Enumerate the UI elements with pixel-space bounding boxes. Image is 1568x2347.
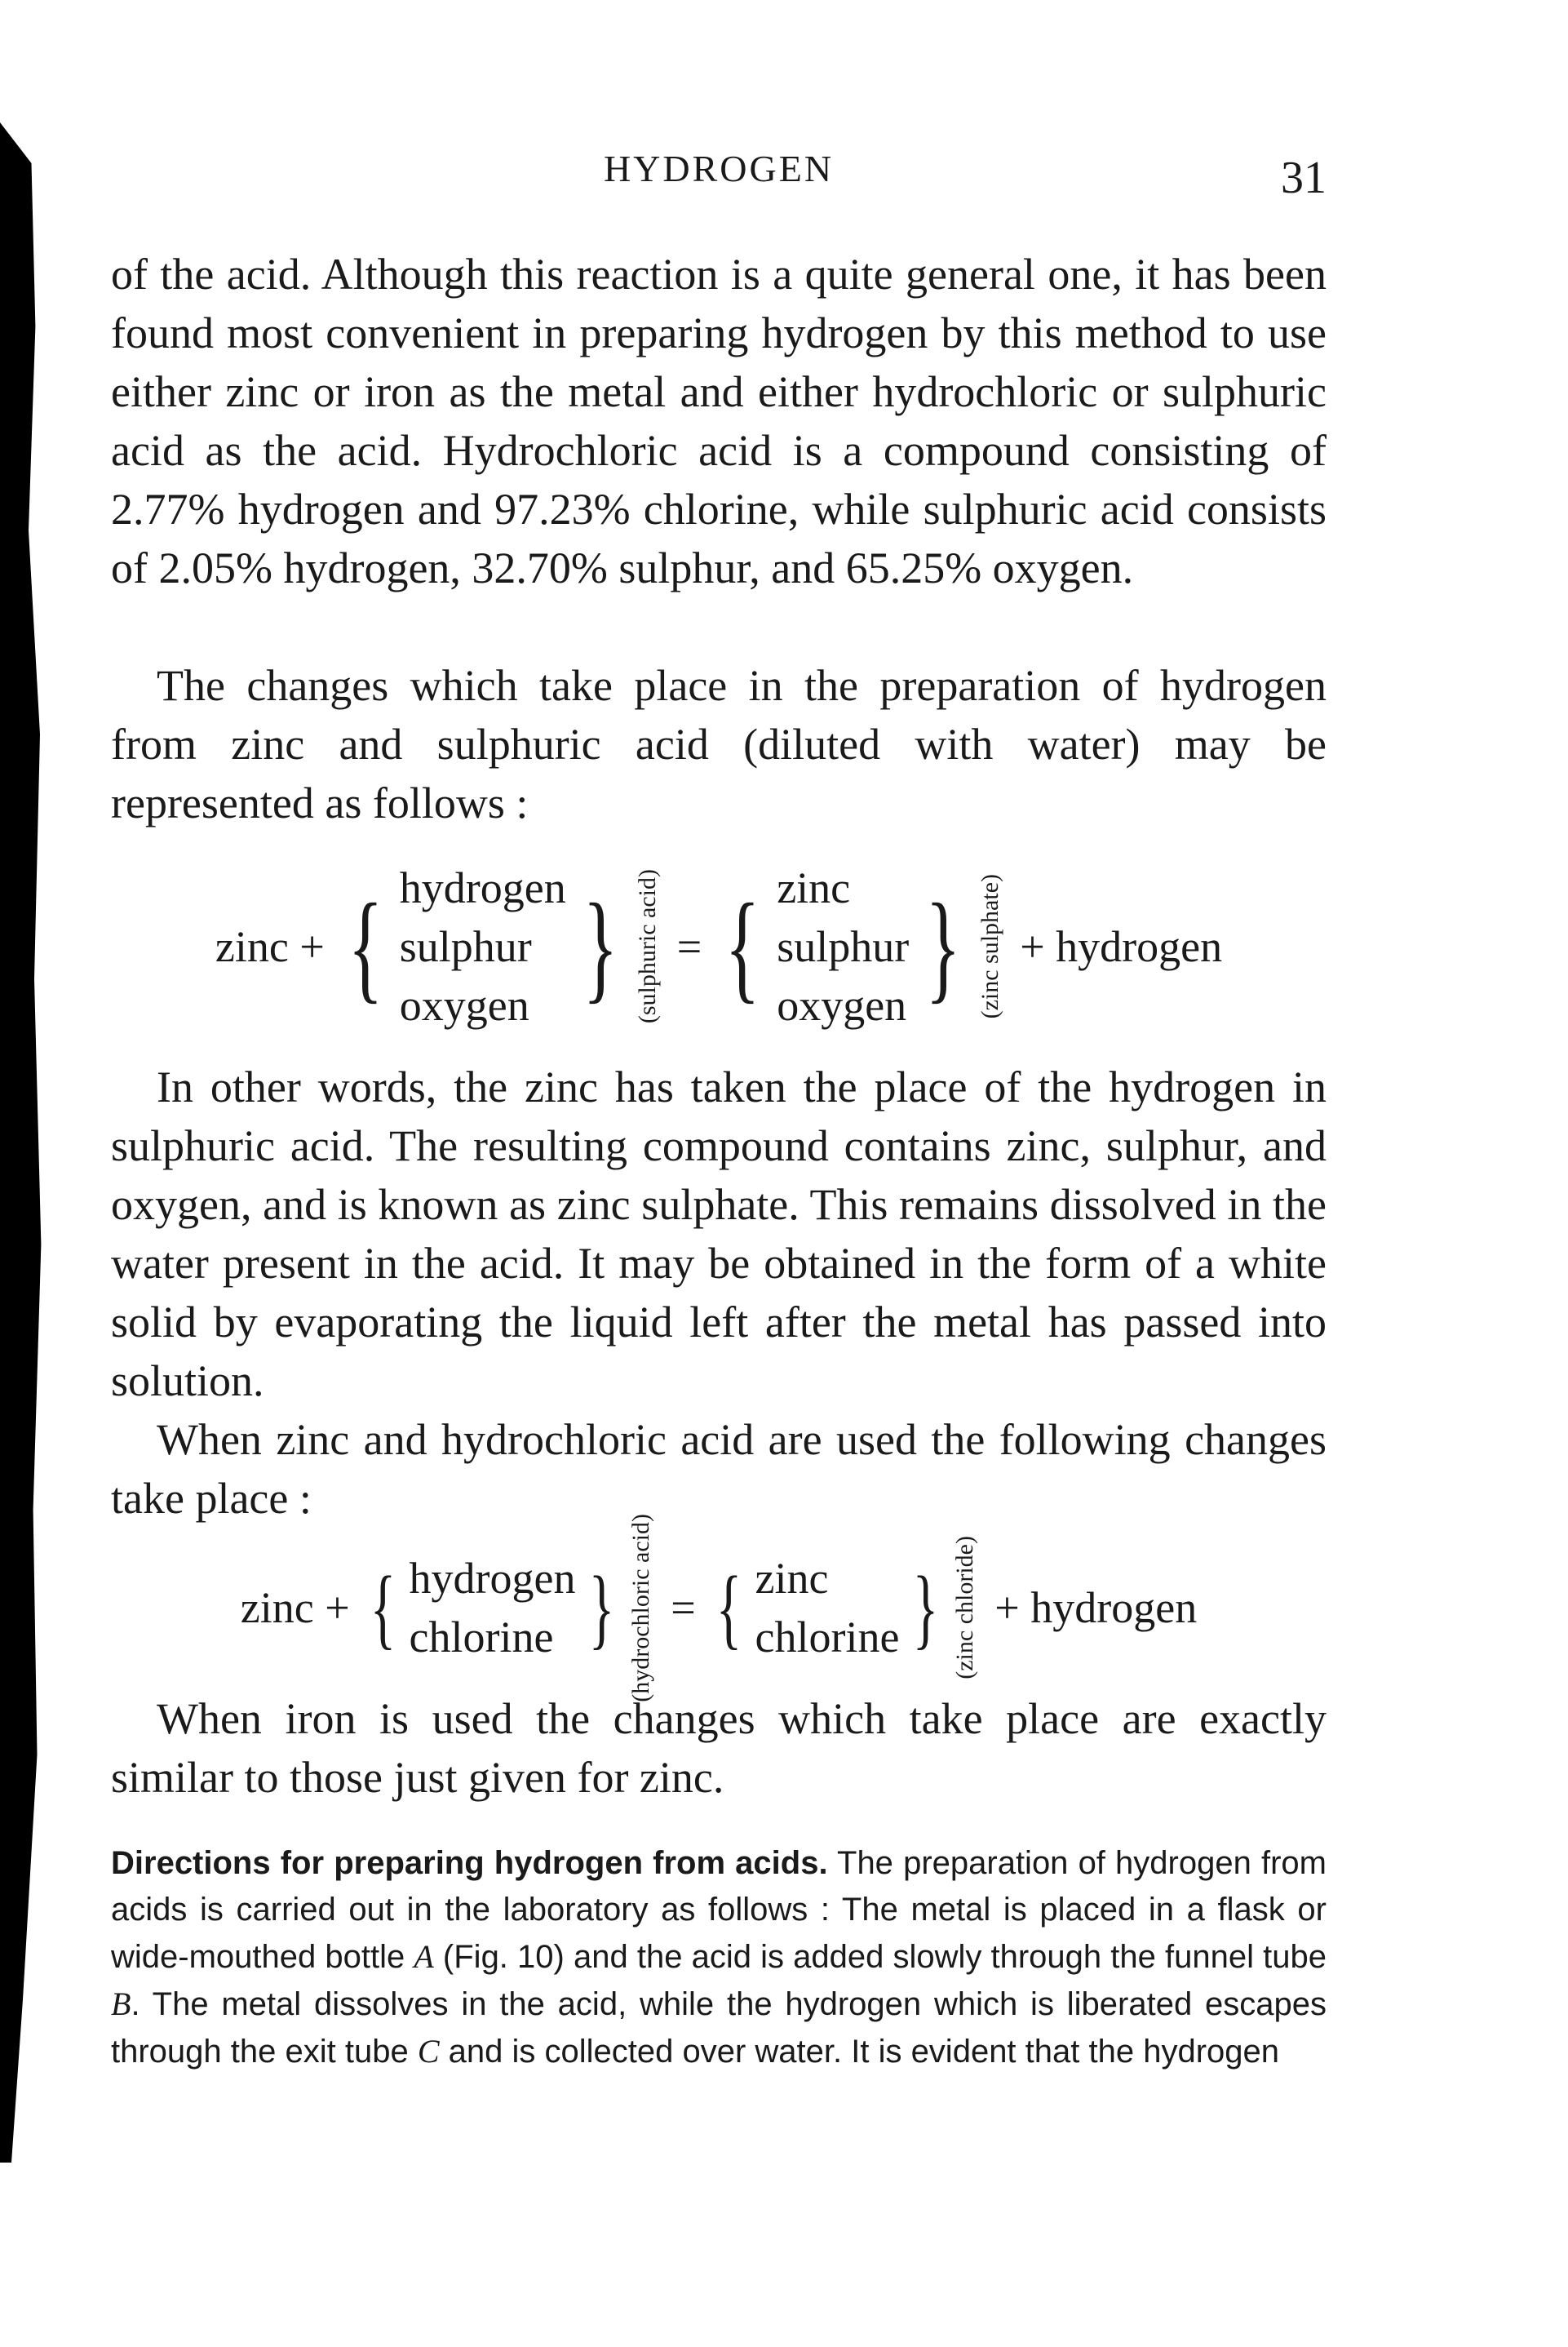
paragraph-3: [111, 1058, 1327, 1410]
paragraph-5-text: When iron is used the changes which take place are exactly similar to those just given for zinc.: [111, 1694, 1327, 1802]
right-brace-icon: }: [925, 879, 961, 1014]
eq1-products: [713, 858, 1008, 1035]
eq1-product: oxygen: [777, 981, 907, 1030]
running-head: HYDROGEN: [603, 148, 835, 189]
eq1-left: zinc +: [215, 922, 325, 971]
note-label-c: C: [417, 2033, 440, 2070]
directions-note: [111, 1840, 1327, 2075]
eq2-reactant-label: (hydrochloric acid): [627, 1513, 655, 1702]
eq2-right: + hydrogen: [994, 1583, 1198, 1632]
note-text: and is collected over water. It is evident that the hydrogen: [439, 2034, 1280, 2070]
eq2-product: zinc: [755, 1554, 829, 1603]
paragraph-3-text: In other words, the zinc has taken the place of the hydrogen in sulphuric acid. The resulting compound contains zinc, sulphur, and oxygen, and is known as zinc sulphate. This remains dissolved in the water present in the acid. It may be obtained in the form of a white solid by evaporating the liquid left after the metal has passed into solution.: [111, 1063, 1327, 1405]
eq2-equals: =: [671, 1583, 696, 1632]
equation-sulphuric: [111, 853, 1327, 1040]
eq1-reactant-label: (sulphuric acid): [633, 869, 661, 1024]
paragraph-4: [111, 1410, 1327, 1528]
paragraph-5: [111, 1689, 1327, 1807]
note-text: (Fig. 10) and the acid is added slowly through the funnel tube: [433, 1939, 1327, 1975]
paragraph-4-text: When zinc and hydrochloric acid are used the following changes take place :: [111, 1415, 1327, 1523]
paragraph-1-text: of the acid. Although this reaction is a quite general one, it has been found most convenient in preparing hydrogen by this method to use either zinc or iron as the metal and either hydrochloric or sulphuric acid as the acid. Hydrochloric acid is a compound consisting of 2.77% hydrogen and 97.23% chlorine, while sulphuric acid consists of 2.05% hydrogen, 32.70% sulphur, and 65.25% oxygen.: [111, 250, 1327, 592]
eq2-product-label: (zinc chloride): [951, 1536, 979, 1679]
eq1-product-label: (zinc sulphate): [977, 874, 1004, 1019]
left-brace-icon: {: [724, 879, 760, 1014]
eq1-reactant: sulphur: [399, 922, 532, 971]
right-brace-icon: }: [913, 1558, 939, 1657]
eq2-left: zinc +: [240, 1583, 350, 1632]
paragraph-2-text: The changes which take place in the preparation of hydrogen from zinc and sulphuric acid (diluted with water) may be represented as follows :: [111, 661, 1327, 827]
eq1-product: zinc: [777, 863, 851, 912]
eq2-products: [707, 1536, 984, 1679]
equation-hydrochloric: [111, 1513, 1327, 1702]
note-text: The preparation of hydrogen from acids is carried out in the laboratory as follows : The metal is placed in a flask or wide-mouthed bottle: [111, 1845, 1327, 1975]
eq1-right: + hydrogen: [1020, 922, 1223, 971]
page-spine-shadow: [0, 122, 57, 2163]
note-text: . The metal dissolves in the acid, while the hydrogen which is liberated escapes through the exit tube: [111, 1986, 1327, 2070]
left-brace-icon: {: [348, 879, 383, 1014]
eq2-reactant: chlorine: [409, 1613, 554, 1662]
paragraph-1: [111, 245, 1327, 597]
eq1-equals: =: [676, 922, 702, 971]
eq1-product: sulphur: [777, 922, 910, 971]
eq1-reactant: hydrogen: [399, 863, 566, 912]
note-label-a: A: [414, 1938, 434, 1975]
page-header: [111, 147, 1327, 212]
eq2-reactants: [361, 1514, 660, 1702]
right-brace-icon: }: [582, 879, 618, 1014]
right-brace-icon: }: [589, 1558, 615, 1657]
page-number: 31: [1281, 153, 1327, 203]
left-brace-icon: {: [370, 1558, 396, 1657]
note-label-b: B: [111, 1985, 131, 2022]
paragraph-2: [111, 656, 1327, 832]
eq1-reactants: [336, 858, 666, 1035]
eq2-product: chlorine: [755, 1613, 900, 1662]
eq2-reactant: hydrogen: [409, 1554, 576, 1603]
eq1-reactant: oxygen: [399, 981, 529, 1030]
left-brace-icon: {: [715, 1558, 742, 1657]
note-lead: Directions for preparing hydrogen from acids.: [111, 1845, 828, 1881]
